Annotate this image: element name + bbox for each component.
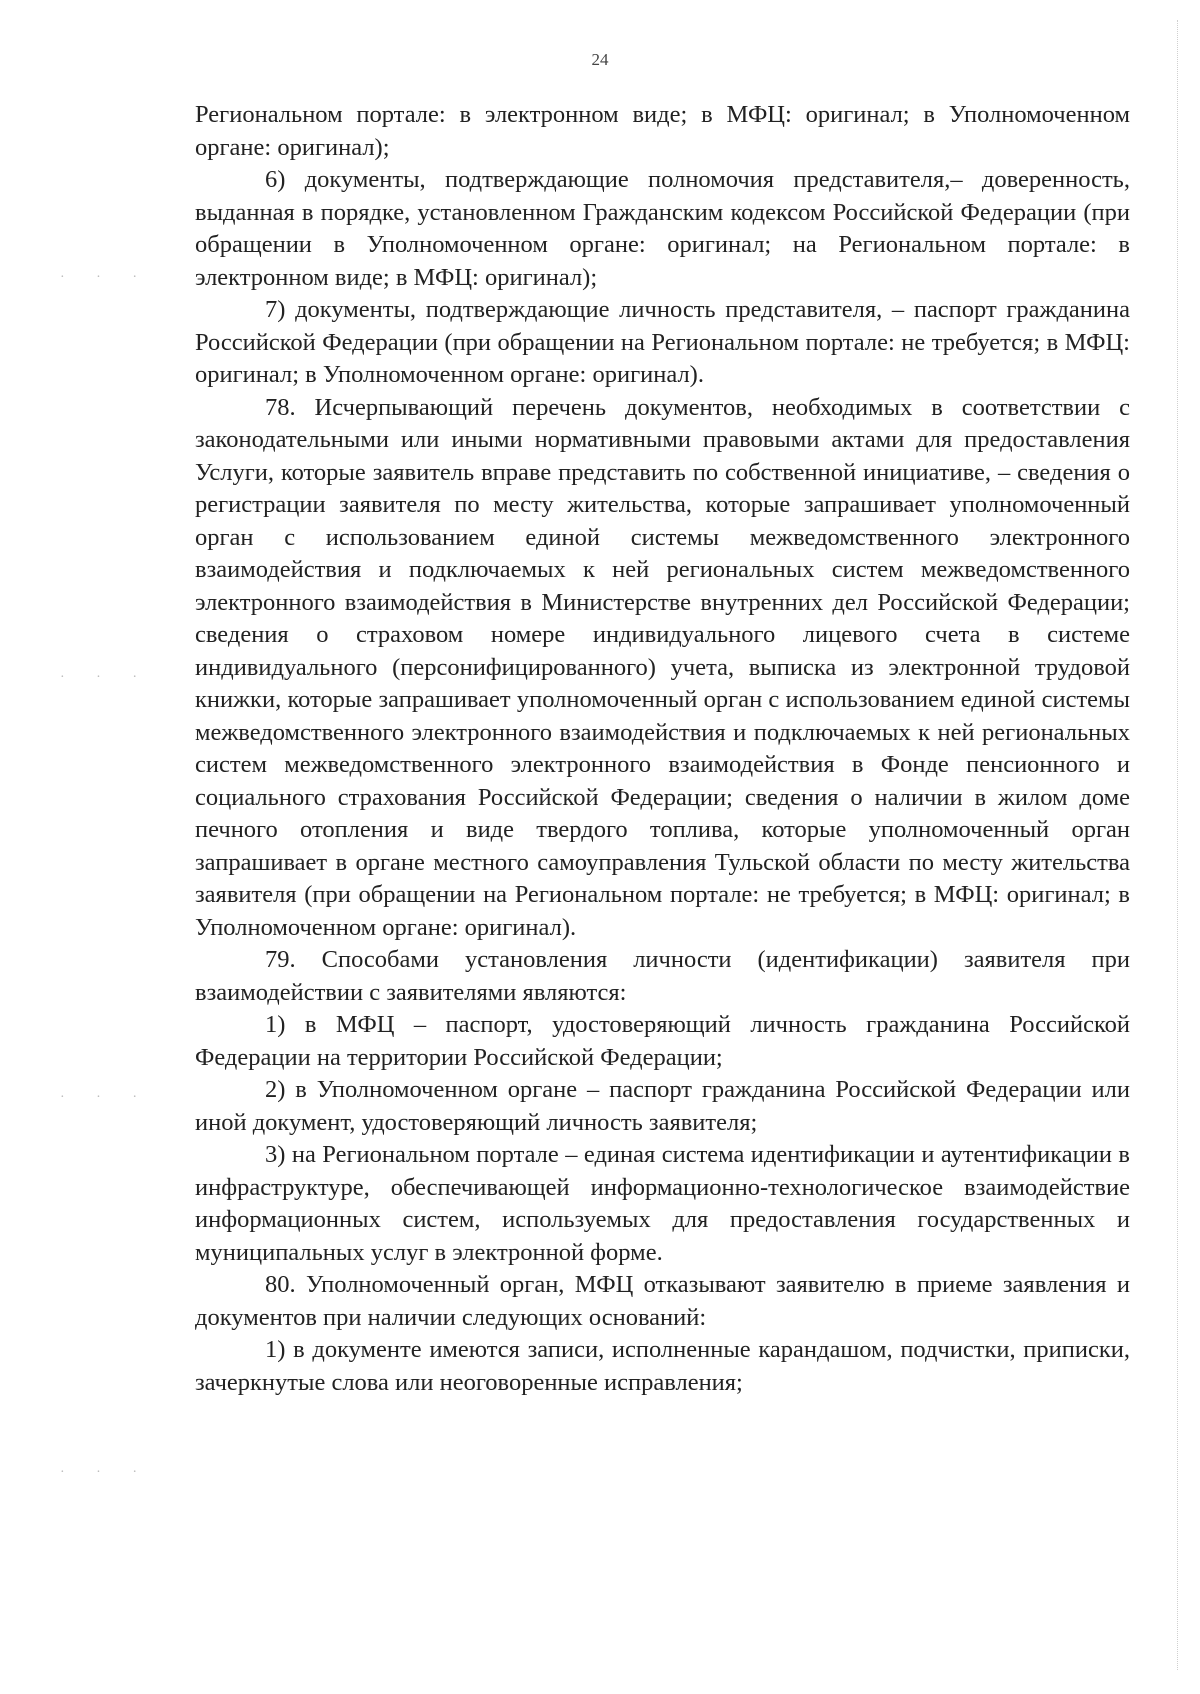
document-body xyxy=(195,99,1130,1399)
paragraph: 80. Уполномоченный орган, МФЦ отказывают заявителю в приеме заявления и документов при наличии следующих оснований: xyxy=(195,1271,1130,1331)
scan-noise-mark: · · · xyxy=(60,270,151,285)
scan-edge-artifact xyxy=(1176,20,1178,1670)
paragraph: 1) в документе имеются записи, исполненные карандашом, подчистки, приписки, зачеркнутые слова или неоговоренные исправления; xyxy=(195,1336,1130,1396)
scan-noise-mark: · · · xyxy=(60,1465,151,1480)
paragraph: Региональном портале: в электронном виде; в МФЦ: оригинал; в Уполномоченном органе: оригинал); xyxy=(195,101,1130,161)
paragraph: 3) на Региональном портале – единая система идентификации и аутентификации в инфраструктуре, обеспечивающей информационно-технологическое взаимодействие информационных систем, используемых для предоставления государственных и муниципальных услуг в электронной форме. xyxy=(195,1141,1130,1266)
paragraph: 1) в МФЦ – паспорт, удостоверяющий личность гражданина Российской Федерации на территории Российской Федерации; xyxy=(195,1011,1130,1071)
paragraph: 2) в Уполномоченном органе – паспорт гражданина Российской Федерации или иной документ, удостоверяющий личность заявителя; xyxy=(195,1076,1130,1136)
scan-noise-mark: · · · xyxy=(60,670,151,685)
paragraph: 6) документы, подтверждающие полномочия представителя,– доверенность, выданная в порядке, установленном Гражданским кодексом Российской Федерации (при обращении в Уполномоченном органе: оригинал; на Региональном портале: в электронном виде; в МФЦ: оригинал); xyxy=(195,166,1130,291)
paragraph: 7) документы, подтверждающие личность представителя, – паспорт гражданина Российской Федерации (при обращении на Региональном портале: не требуется; в МФЦ: оригинал; в Уполномоченном органе: оригинал). xyxy=(195,296,1130,388)
scan-noise-mark: · · · xyxy=(60,1090,151,1105)
page-number: 24 xyxy=(591,50,609,69)
paragraph: 78. Исчерпывающий перечень документов, необходимых в соответствии с законодательными или иными нормативными правовыми актами для предоставления Услуги, которые заявитель вправе представить по собственной инициативе, – сведения о регистрации заявителя по месту жительства, которые запрашивает уполномоченный орган с использованием единой системы межведомственного электронного взаимодействия и подключаемых к ней региональных систем межведомственного электронного взаимодействия в Министерстве внутренних дел Российской Федерации; сведения о страховом номере индивидуального лицевого счета в системе индивидуального (персонифицированного) учета, выписка из электронной трудовой книжки, которые запрашивает уполномоченный орган с использованием единой системы межведомственного электронного взаимодействия и подключаемых к ней региональных систем межведомственного электронного взаимодействия в Фонде пенсионного и социального страхования Российской Федерации; сведения о наличии в жилом доме печного отопления и виде твердого топлива, которые уполномоченный орган запрашивает в органе местного самоуправления Тульской области по месту жительства заявителя (при обращении на Региональном портале: не требуется; в МФЦ: оригинал; в Уполномоченном органе: оригинал). xyxy=(195,393,1130,941)
paragraph: 79. Способами установления личности (идентификации) заявителя при взаимодействии с заявителями являются: xyxy=(195,946,1130,1006)
